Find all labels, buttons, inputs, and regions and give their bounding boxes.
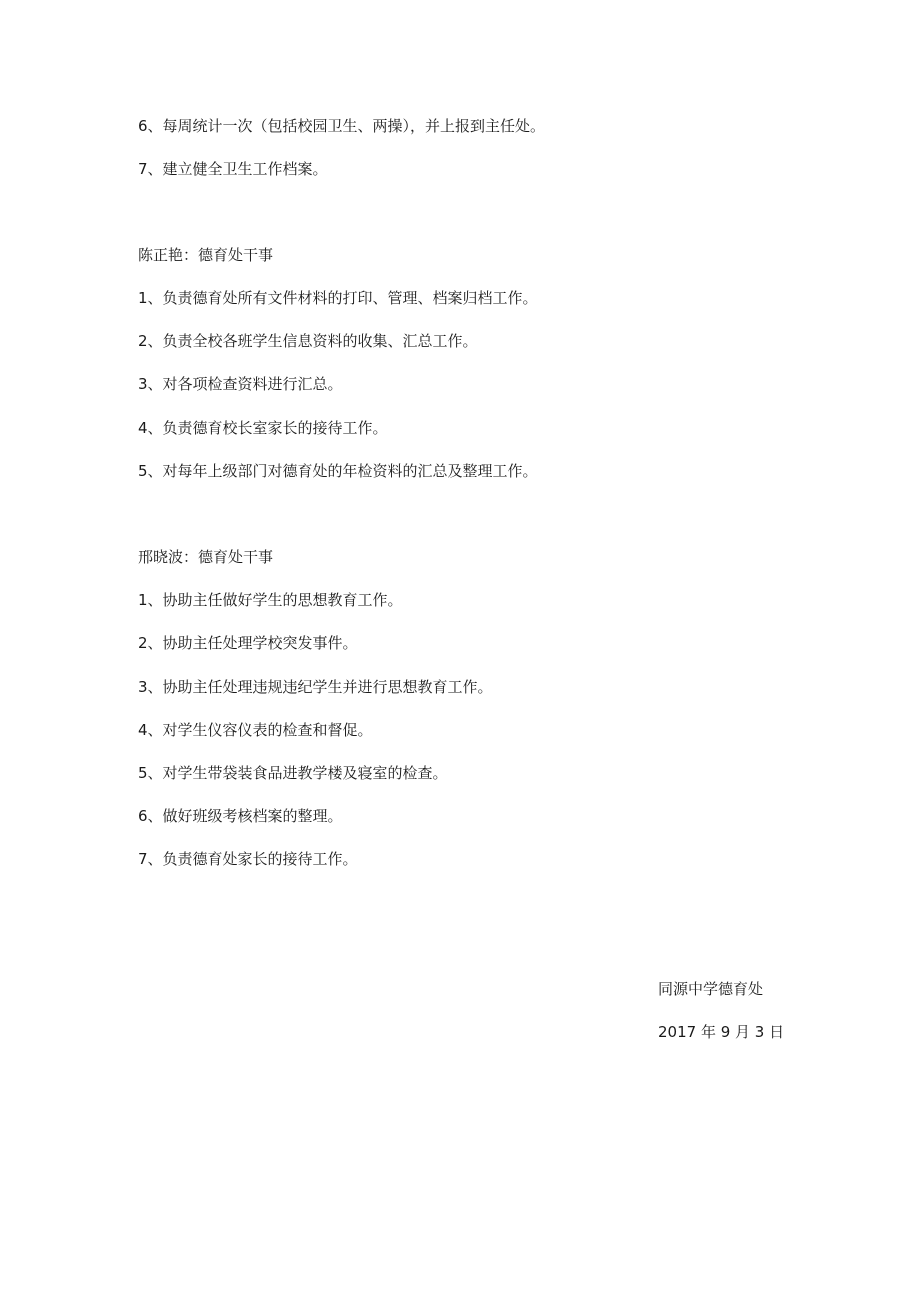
duty-item: 7、负责德育处家长的接待工作。 (138, 850, 358, 868)
section-heading: 邢晓波：德育处干事 (138, 548, 274, 566)
duty-item: 6、每周统计一次（包括校园卫生、两操），并上报到主任处。 (138, 117, 546, 135)
signature-date: 2017 年 9 月 3 日 (658, 1023, 785, 1041)
duty-item: 3、协助主任处理违规违纪学生并进行思想教育工作。 (138, 678, 493, 696)
duty-item: 1、协助主任做好学生的思想教育工作。 (138, 591, 403, 609)
duty-item: 1、负责德育处所有文件材料的打印、管理、档案归档工作。 (138, 289, 538, 307)
duty-item: 3、对各项检查资料进行汇总。 (138, 375, 343, 393)
section-heading: 陈正艳：德育处干事 (138, 246, 274, 264)
signature-org: 同源中学德育处 (658, 980, 764, 998)
duty-item: 7、建立健全卫生工作档案。 (138, 160, 328, 178)
duty-item: 4、负责德育校长室家长的接待工作。 (138, 419, 388, 437)
duty-item: 6、做好班级考核档案的整理。 (138, 807, 343, 825)
duty-item: 2、负责全校各班学生信息资料的收集、汇总工作。 (138, 332, 478, 350)
duty-item: 5、对学生带袋装食品进教学楼及寝室的检查。 (138, 764, 448, 782)
duty-item: 5、对每年上级部门对德育处的年检资料的汇总及整理工作。 (138, 462, 538, 480)
duty-item: 4、对学生仪容仪表的检查和督促。 (138, 721, 373, 739)
duty-item: 2、协助主任处理学校突发事件。 (138, 634, 358, 652)
